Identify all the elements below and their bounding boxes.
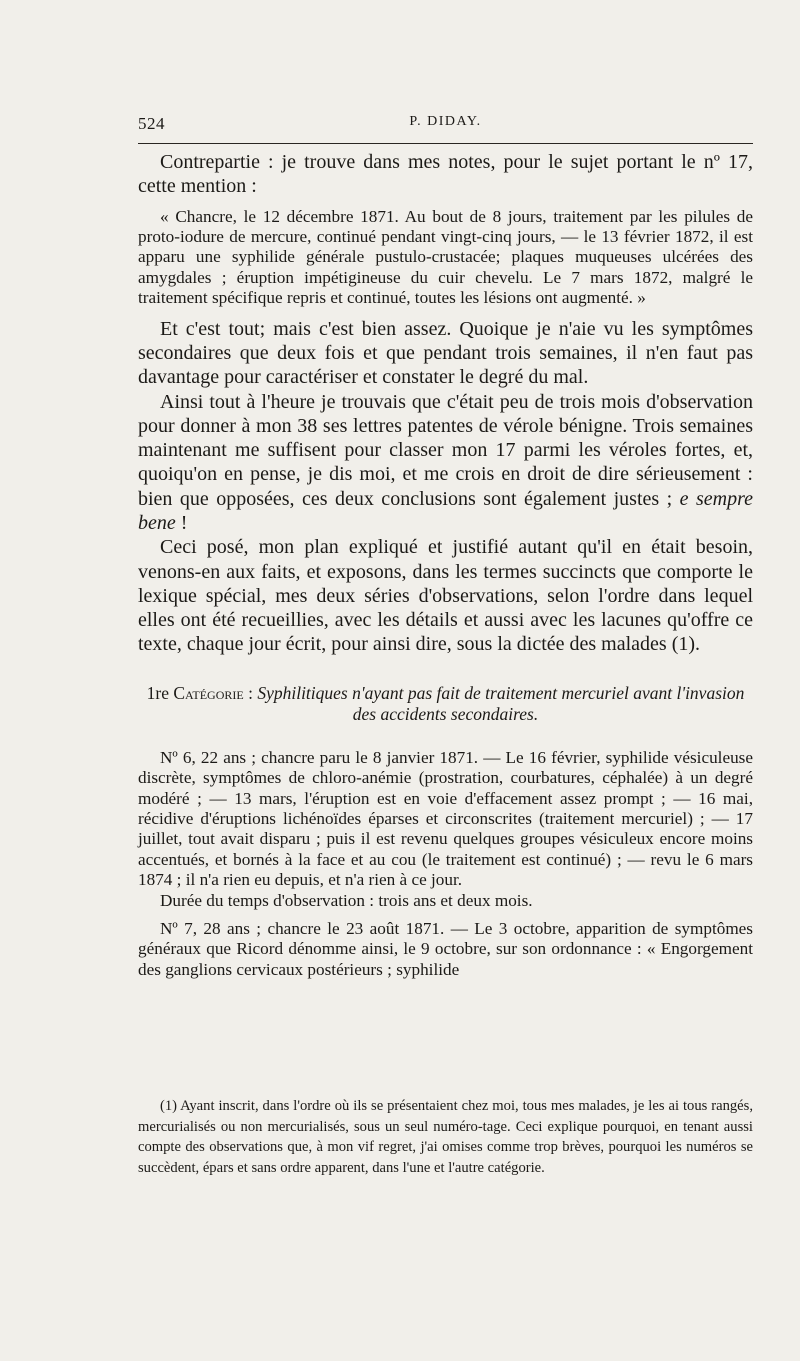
paragraph-ainsi-text: Ainsi tout à l'heure je trouvais que c'était peu de trois mois d'observation pour donner à mon 38 ses lettres patentes de vérole bénigne. Trois semaines maintenant me suffisent pour classer mon 17 parmi les véroles fortes, et, quoiqu'on en pense, je dis moi, et me crois en droit de dire sérieusement : bien que opposées, ces deux conclusions sont également justes ; (138, 390, 753, 510)
heading-italic: Syphilitiques n'ayant pas fait de traitement mercuriel avant l'invasion des accidents secondaires. (257, 682, 745, 725)
running-head: P. DIDAY. (409, 114, 482, 129)
observation-7: Nº 7, 28 ans ; chancre le 23 août 1871. — Le 3 octobre, apparition de symptômes généraux que Ricord dénomme ainsi, le 9 octobre, sur son ordonnance : « Engorgement des ganglions cervicaux postérieurs ; syphilide (138, 919, 753, 979)
heading-number: 1re (146, 682, 169, 703)
observation-6-duration: Durée du temps d'observation : trois ans et deux mois. (160, 890, 533, 910)
heading-sep: : (243, 682, 258, 703)
observation-6: Nº 6, 22 ans ; chancre paru le 8 janvier 1871. — Le 16 février, syphilide vésiculeuse discrète, symptômes de chloro-anémie (prostration, courbatures, céphalée) à un degré modéré ; — 13 mars, l'éruption est en voie d'effacement assez prompt ; — 16 mai, récidive d'éruptions lichénoïdes éparses et circonscrites (traitement mercuriel) ; — 17 juillet, tout avait disparu ; puis il est revenu quelques groupes vésiculeux encore moins accentués, et bornés à la face et au cou (le traitement est continué) ; — revu le 6 mars 1874 ; il n'a rien eu depuis, et n'a rien à ce jour. (138, 747, 753, 890)
footnotes (138, 1096, 753, 1178)
page-header (138, 114, 753, 138)
body-text (138, 150, 753, 980)
paragraph-ainsi-end: ! (175, 512, 188, 534)
paragraph-ceci-pose: Ceci posé, mon plan expliqué et justifié autant qu'il en était besoin, venons-en aux faits, et exposons, dans les termes succincts que comporte le lexique spécial, mes deux séries d'observations, selon l'ordre dans lequel elles ont été recueillies, avec les détails et aussi avec les lacunes qu'offre ce texte, chaque jour écrit, pour ainsi dire, sous la dictée des malades (1). (138, 536, 753, 656)
paragraph-et-cest-tout: Et c'est tout; mais c'est bien assez. Quoique je n'aie vu les symptômes secondaires que deux fois et que pendant trois semaines, il n'en faut pas davantage pour caractériser et constater le degré du mal. (138, 317, 753, 389)
paragraph-ainsi-tout (138, 390, 753, 536)
paragraph-contrepartie: Contrepartie : je trouve dans mes notes, pour le sujet portant le nº 17, cette mention : (138, 151, 753, 198)
quoted-case-note: « Chancre, le 12 décembre 1871. Au bout de 8 jours, traitement par les pilules de proto-iodure de mercure, continué pendant vingt-cinq jours, — le 13 février 1872, il est apparu une syphilide générale pustulo-crustacée; plaques muqueuses ulcérées des amygdales ; éruption impétigineuse du cuir chevelu. Le 7 mars 1872, malgré le traitement spécifique repris et continué, toutes les lésions ont augmenté. » (138, 206, 753, 308)
heading-label: Catégorie (173, 682, 244, 703)
italic-phrase: e sempre bene (138, 487, 753, 534)
page-number: 524 (138, 114, 165, 133)
footnote-1: (1) Ayant inscrit, dans l'ordre où ils se présentaient chez moi, tous mes malades, je les ai tous rangés, mercurialisés ou non mercurialisés, sous un seul numéro-tage. Ceci explique pourquoi, en tenant aussi compte des observations que, à mon vif regret, j'ai omises comme trop brèves, pourquoi les numéros se succèdent, épars et sans ordre apparent, dans l'une et l'autre catégorie. (138, 1098, 753, 1176)
header-rule (138, 143, 753, 144)
section-heading (138, 683, 753, 726)
